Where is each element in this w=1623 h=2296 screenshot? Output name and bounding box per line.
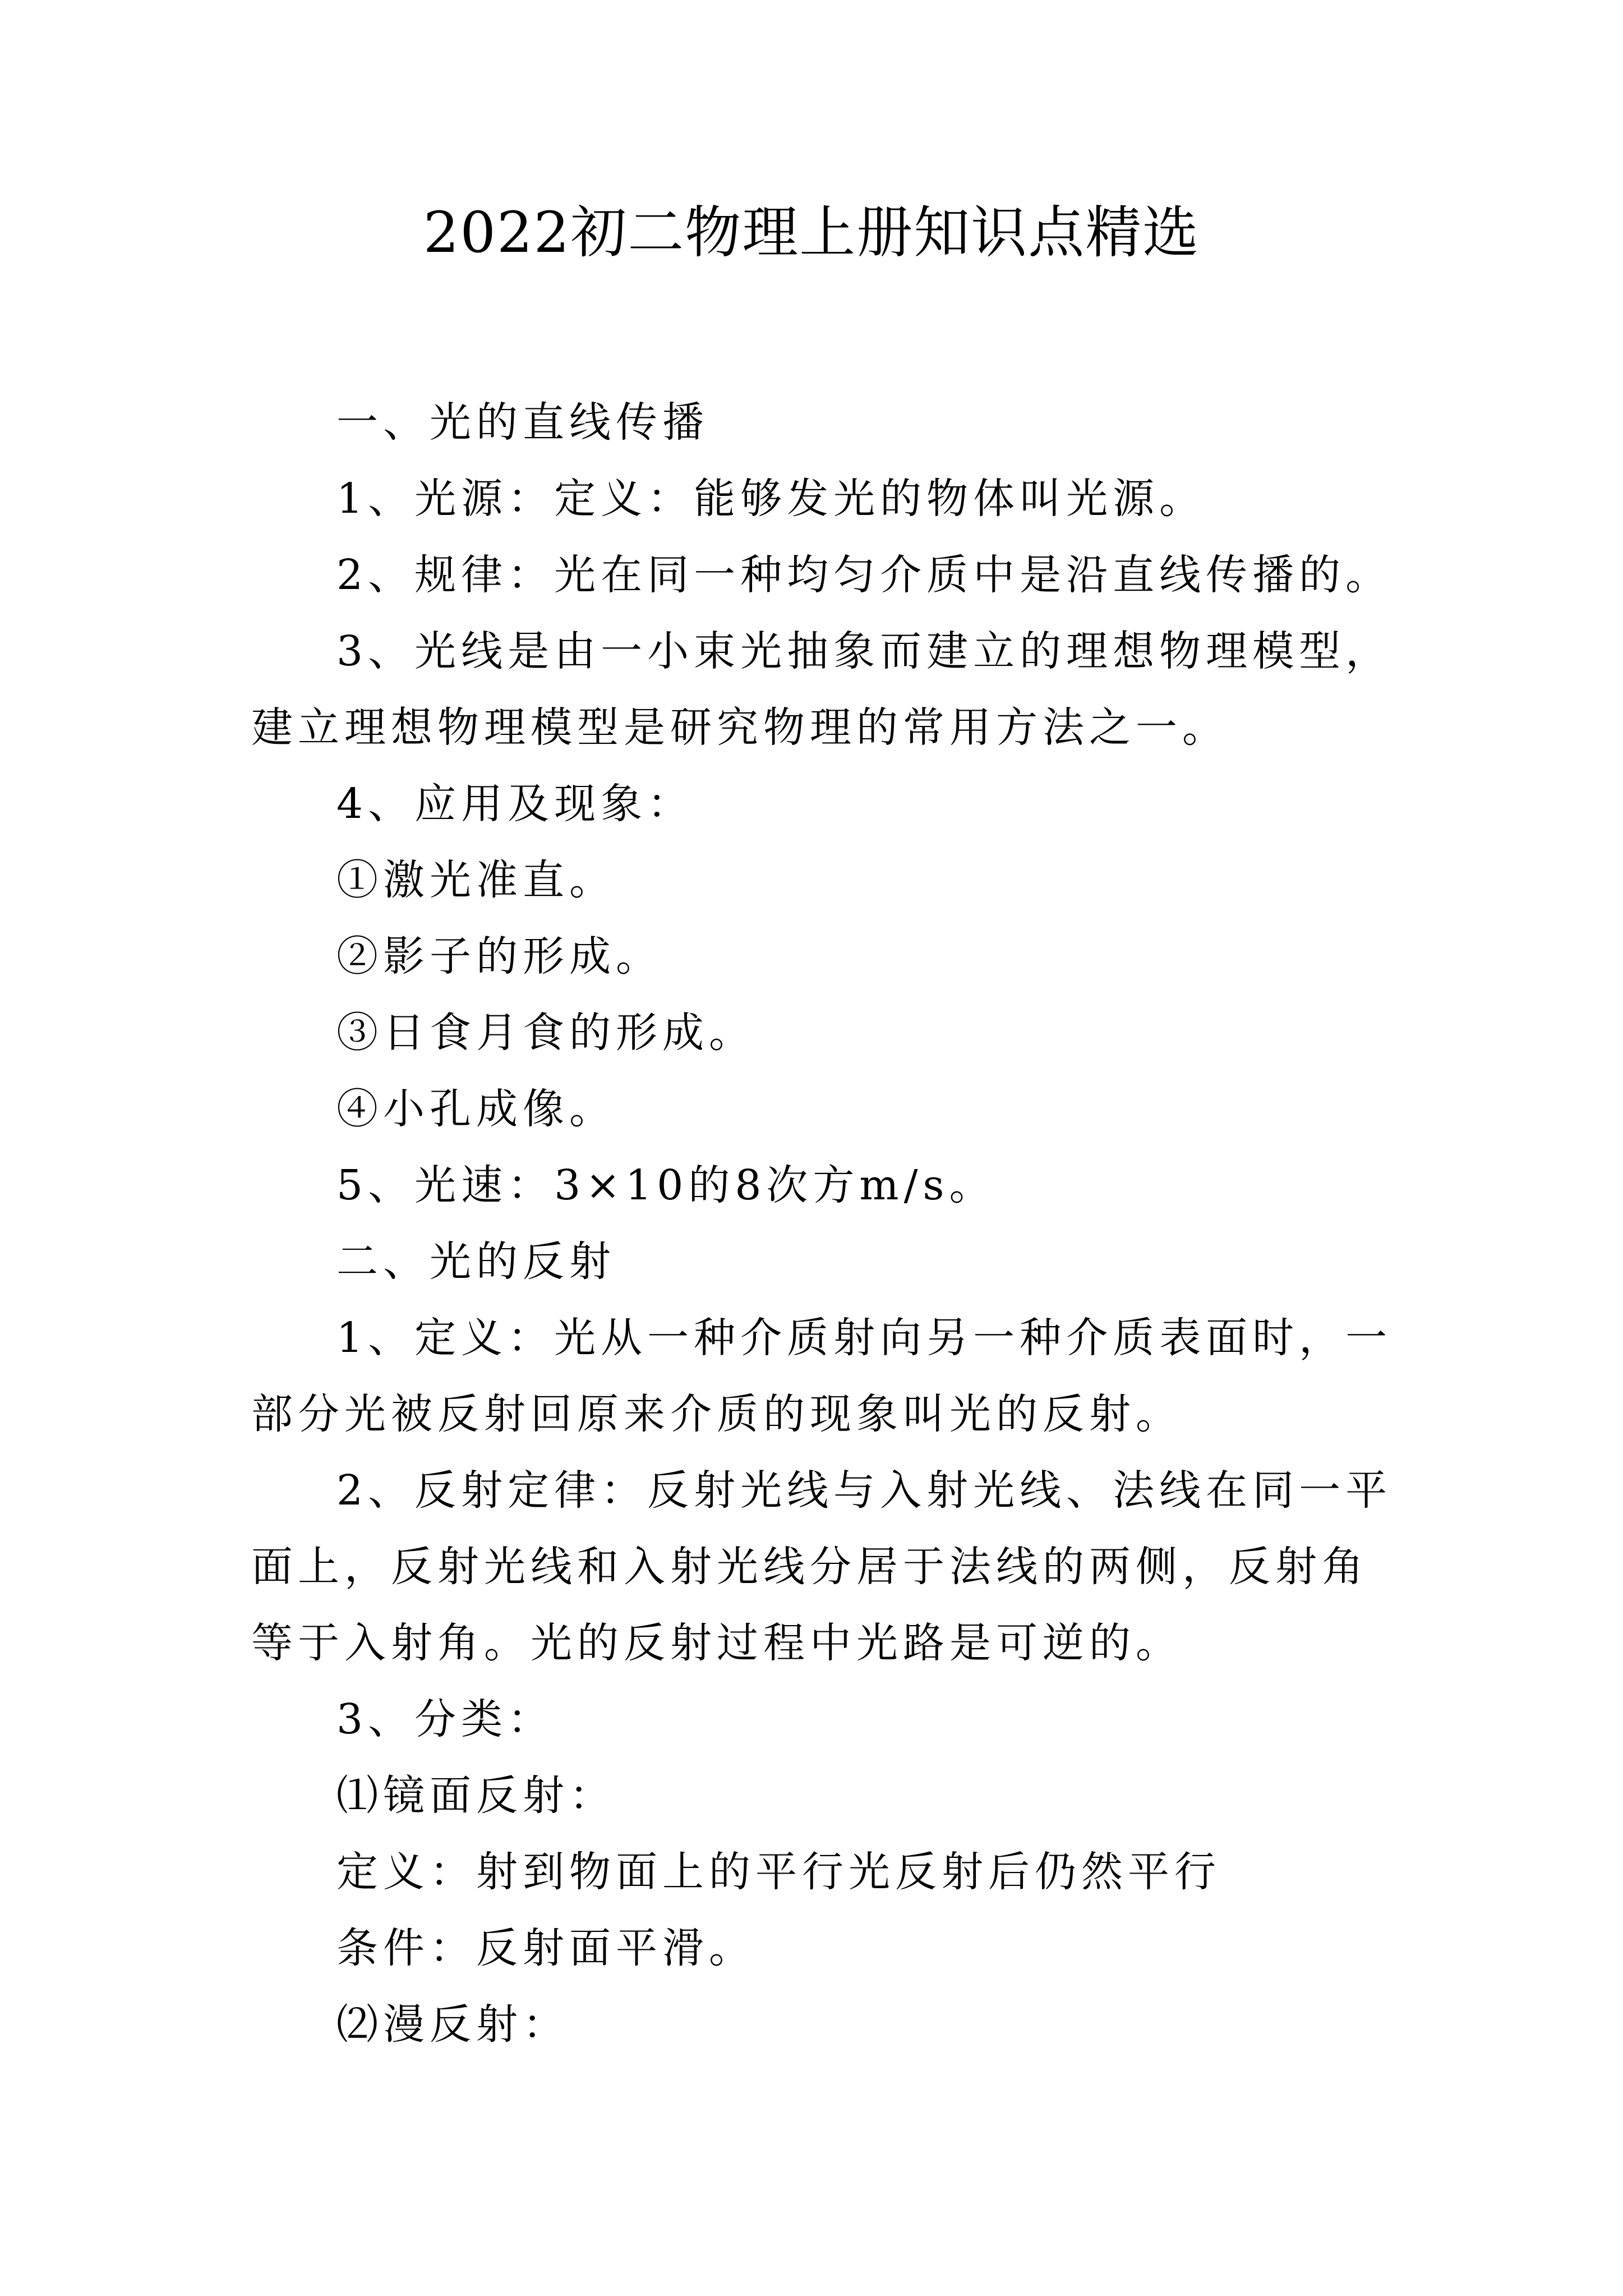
section-heading-2: 二、光的反射 (336, 1237, 616, 1286)
document-body (251, 384, 1395, 2063)
section-heading-1: 一、光的直线传播 (336, 398, 709, 447)
paragraph-reflection-definition: 1、定义：光从一种介质射向另一种介质表面时，一部分光被反射回原来介质的现象叫光的反射。 (251, 1314, 1393, 1438)
paragraph-reflection-law: 2、反射定律：反射光线与入射光线、法线在同一平面上，反射光线和入射光线分居于法线的两侧，反射角等于入射角。光的反射过程中光路是可逆的。 (251, 1466, 1393, 1667)
paragraph-speed-of-light: 5、光速：3×10的8次方m/s。 (336, 1161, 996, 1209)
paragraph-specular-definition: 定义：射到物面上的平行光反射后仍然平行 (336, 1848, 1221, 1896)
document-title: 2022初二物理上册知识点精选 (423, 200, 1200, 265)
list-item-shadow: ②影子的形成。 (336, 932, 662, 981)
paragraph-law: 2、规律：光在同一种均匀介质中是沿直线传播的。 (336, 551, 1393, 599)
paragraph-light-ray-model: 3、光线是由一小束光抽象而建立的理想物理模型，建立理想物理模型是研究物理的常用方法之一。 (251, 627, 1393, 752)
list-item-laser: ①激光准直。 (336, 856, 616, 904)
list-item-eclipse: ③日食月食的形成。 (336, 1009, 755, 1057)
paragraph-specular-condition: 条件：反射面平滑。 (336, 1924, 755, 1972)
list-item-diffuse: ⑵漫反射： (336, 2000, 569, 2049)
list-item-pinhole: ④小孔成像。 (336, 1085, 616, 1133)
paragraph-light-source: 1、光源：定义：能够发光的物体叫光源。 (336, 475, 1206, 523)
list-item-specular: ⑴镜面反射： (336, 1772, 616, 1820)
paragraph-applications: 4、应用及现象： (336, 780, 694, 828)
paragraph-classification: 3、分类： (336, 1695, 555, 1743)
